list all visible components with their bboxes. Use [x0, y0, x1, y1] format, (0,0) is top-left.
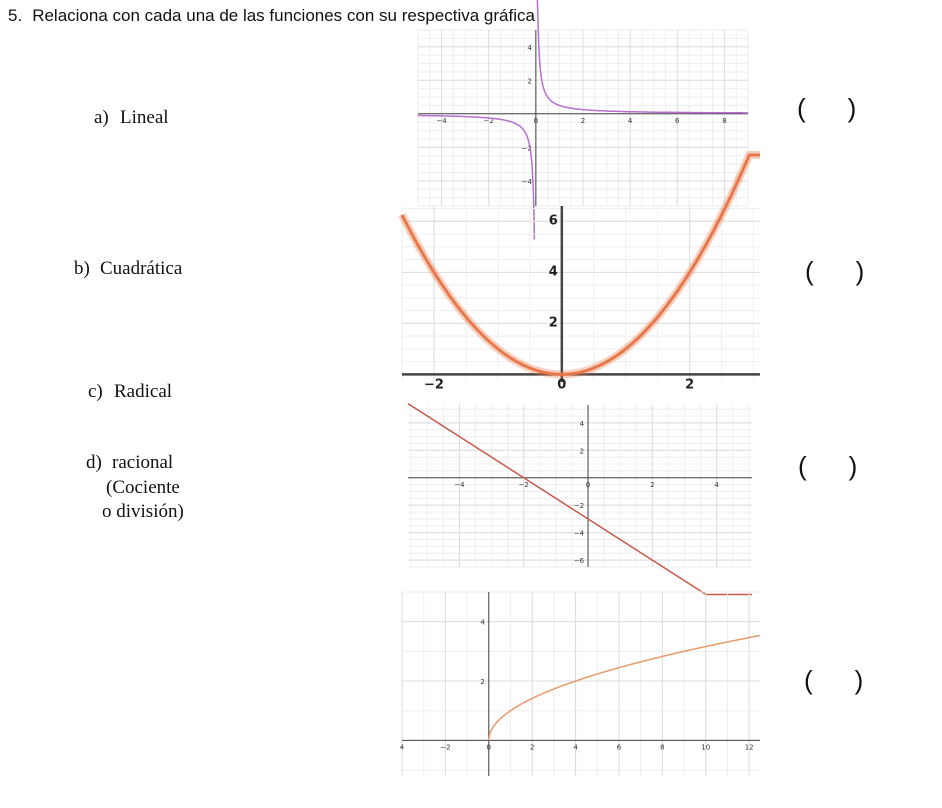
answer-box-3[interactable]	[798, 451, 857, 482]
paren-close: )	[847, 93, 857, 123]
y-tick-label: −2	[521, 144, 532, 153]
quadratic-graph	[402, 206, 760, 393]
option-letter: b)	[74, 258, 90, 279]
option-letter: c)	[88, 381, 103, 402]
y-tick-label: 4	[480, 618, 485, 627]
answer-box-4[interactable]	[804, 665, 863, 696]
x-tick-label: −2	[483, 116, 494, 125]
option-label: Cuadrática	[100, 258, 183, 279]
option-label: racional	[112, 452, 174, 473]
paren-close: )	[854, 665, 864, 695]
x-tick-label: 6	[616, 743, 622, 752]
y-tick-label: −2	[573, 502, 585, 511]
question-text: Relaciona con cada una de las funciones con su respectiva gráfica	[32, 6, 535, 25]
x-tick-label: 2	[580, 116, 586, 125]
option-c	[88, 381, 172, 403]
x-tick-label: 12	[744, 743, 754, 752]
x-tick-label: 0	[533, 116, 539, 125]
y-tick-label: 2	[579, 447, 585, 456]
x-tick-label: −2	[440, 743, 451, 752]
x-tick-label: 2	[650, 480, 655, 489]
x-tick-label: −2	[423, 377, 444, 393]
x-tick-label: 0	[557, 377, 567, 393]
x-tick-label: −4	[454, 480, 465, 489]
x-tick-label: 0	[585, 480, 591, 489]
x-tick-label: 2	[529, 743, 535, 752]
y-tick-label: −4	[573, 529, 585, 538]
y-tick-label: 2	[548, 315, 558, 331]
y-tick-label: −4	[521, 177, 532, 186]
answer-box-1[interactable]	[797, 93, 856, 124]
y-tick-label: 4	[527, 43, 532, 52]
x-tick-label: 4	[573, 743, 578, 752]
x-tick-label: 2	[685, 377, 695, 393]
y-tick-label: 4	[579, 419, 585, 428]
option-letter: a)	[94, 107, 109, 128]
x-tick-label: 10	[701, 743, 711, 752]
option-b	[74, 258, 182, 280]
paren-open: (	[797, 93, 806, 123]
x-tick-label: 4	[399, 743, 405, 752]
question-title	[8, 6, 535, 26]
y-tick-label: −6	[573, 557, 585, 566]
y-tick-label: 2	[480, 678, 485, 687]
x-tick-label: −4	[436, 116, 447, 125]
rational-graph	[418, 30, 748, 206]
option-d-extra-2: o división)	[102, 501, 184, 522]
option-d	[86, 452, 173, 474]
linear-graph	[408, 405, 752, 567]
paren-open: (	[805, 256, 814, 286]
paren-open: (	[798, 451, 807, 481]
radical-graph	[399, 592, 760, 776]
x-tick-label: 6	[675, 116, 680, 125]
y-tick-label: 6	[548, 213, 558, 229]
x-tick-label: 0	[486, 743, 492, 752]
option-letter: d)	[86, 452, 102, 473]
paren-open: (	[804, 665, 813, 695]
y-tick-label: 2	[527, 77, 532, 86]
curve	[537, 0, 748, 113]
y-tick-label: 4	[548, 264, 558, 280]
paren-close: )	[848, 451, 858, 481]
option-label: Lineal	[120, 107, 169, 128]
paren-close: )	[855, 256, 865, 286]
x-tick-label: 4	[627, 116, 633, 125]
x-tick-label: 4	[714, 480, 719, 489]
answer-box-2[interactable]	[805, 256, 864, 287]
x-tick-label: −2	[518, 480, 529, 489]
option-label: Radical	[114, 381, 173, 402]
x-tick-label: 8	[660, 743, 665, 752]
x-tick-label: 8	[722, 116, 727, 125]
question-number: 5.	[8, 6, 23, 25]
option-d-extra-1: (Cociente	[106, 477, 180, 498]
option-a	[94, 107, 169, 129]
